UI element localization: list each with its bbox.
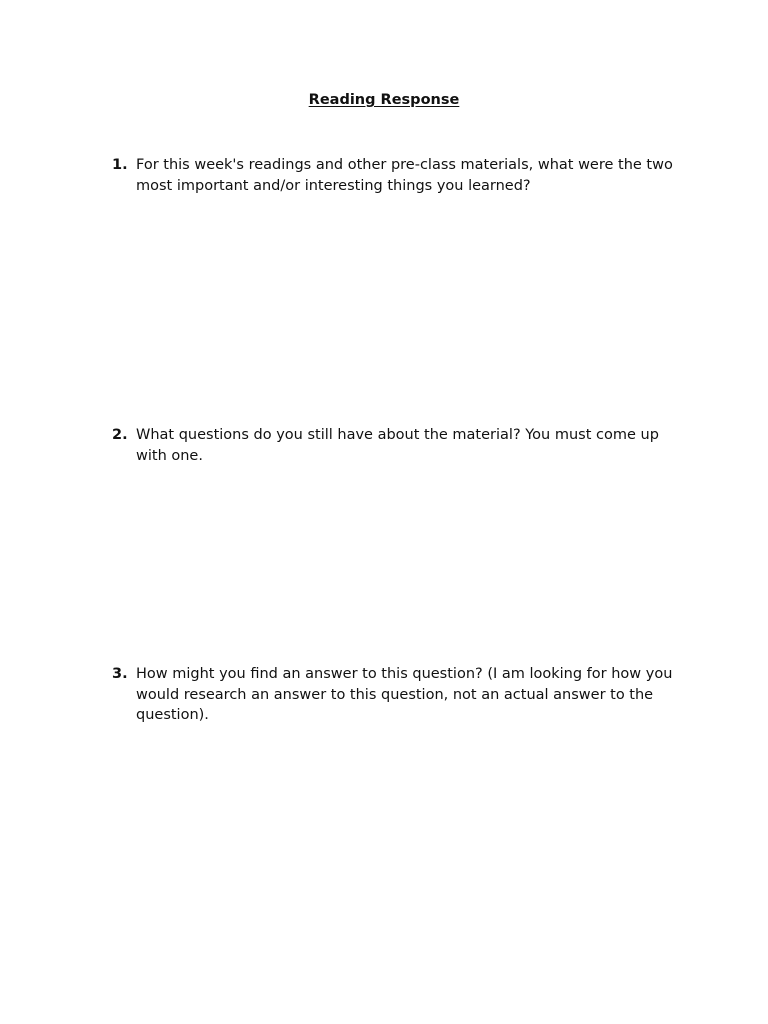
question-text: What questions do you still have about the material? You must come up with one.	[136, 427, 659, 464]
question-number: 1.	[112, 157, 128, 173]
question-3	[112, 664, 682, 726]
document-title: Reading Response	[308, 92, 460, 108]
question-1	[112, 155, 682, 196]
question-2	[112, 425, 682, 466]
question-text: How might you find an answer to this question? (I am looking for how you would research an answer to this question, not an actual answer to the question).	[136, 666, 673, 723]
question-number: 3.	[112, 666, 128, 682]
question-number: 2.	[112, 427, 128, 443]
question-text: For this week's readings and other pre-class materials, what were the two most important and/or interesting things you learned?	[136, 157, 673, 194]
